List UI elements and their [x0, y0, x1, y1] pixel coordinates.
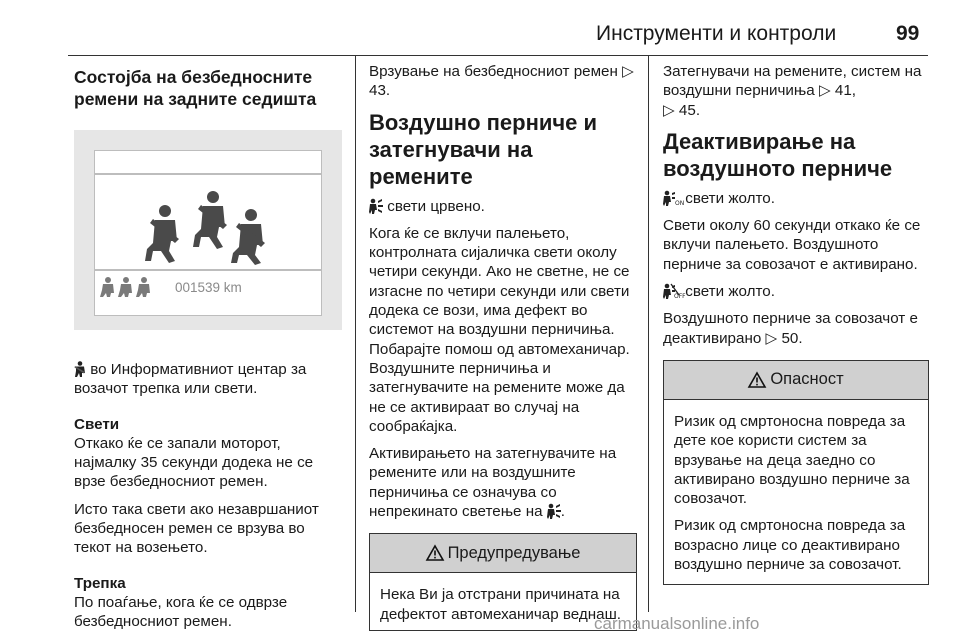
section-heading-rear-seatbelts: Состојба на безбедносните ремени на задните седишта — [74, 67, 317, 109]
column-2 — [369, 62, 637, 631]
small-seatbelt-icons — [99, 275, 159, 299]
passenger-airbag-off-icon — [663, 283, 686, 301]
section-heading-airbag-deactivation: Деактивирање на воздушното перниче — [663, 128, 893, 181]
paragraph: Воздушното перниче за совозачот е деактивирано ▷ 50. — [663, 310, 918, 347]
page-header — [0, 0, 960, 56]
odometer-reading: 001539 km — [175, 280, 242, 295]
column-3 — [663, 62, 929, 585]
seatbelt-display-illustration — [74, 130, 342, 330]
page-header-title: Инструменти и контроли — [596, 22, 837, 45]
paragraph: Свети околу 60 секунди откако ќе се вклучи палењето. Воздушното перниче за совозачот е активирано. — [663, 217, 921, 273]
reference-paragraph: Затегнувачи на ремените, систем на воздушни перничиња ▷ 41, ▷ 45. — [663, 63, 922, 119]
airbag-off-indicator-paragraph: OFF свети жолто. — [663, 282, 929, 301]
page-reference-icon: ▷ — [818, 82, 831, 100]
section-heading-airbag: Воздушно перниче и затегнувачи на ремените — [369, 109, 598, 189]
column-divider-1 — [355, 56, 356, 612]
svg-text:OFF: OFF — [674, 293, 686, 301]
passenger-airbag-on-icon — [663, 190, 685, 207]
airbag-indicator-paragraph: свети црвено. — [369, 197, 637, 216]
watermark: carmanualsonline.info — [594, 614, 760, 633]
reference-paragraph: Врзување на безбедносниот ремен ▷ 43. — [369, 63, 634, 100]
danger-box-body: Ризик од смртоносна повреда за дете кое користи систем за врзување на деца заедно со активирано воздушно перниче за совозачот. Ризик од смртоносна повреда за возрасно лице со деактивирано воздушно перниче за совозачот. — [674, 412, 910, 574]
warning-triangle-icon — [748, 372, 766, 388]
seatbelt-person-icon — [74, 361, 86, 377]
warning-box-body: Нека Ви ја отстрани причината на дефектот автомеханичар веднаш. — [380, 586, 621, 623]
paragraph: Кога ќе се вклучи палењето, контролната сијаличка свети околу четири секунди. Ако не светне, не се изгасне по четири секунди или свети додека се вози, има дефект во системот на воздушни перничиња. Побарајте помош од автомеханичар. Воздушните перничиња и затегнувачите на ремените може да не се активираат во случај на сообраќајка. — [369, 224, 630, 435]
warning-box-header: Предупредување — [370, 534, 636, 573]
page-number: 99 — [896, 22, 920, 45]
column-1 — [74, 62, 344, 640]
page-reference-icon: ▷ — [663, 101, 675, 119]
airbag-warning-icon — [369, 198, 383, 214]
subheading-trepka: Трепка — [74, 574, 126, 592]
page-reference-icon: ▷ — [765, 329, 778, 347]
display-screen — [94, 150, 322, 316]
airbag-on-indicator-paragraph: ON свети жолто. — [663, 189, 929, 208]
warning-triangle-icon — [426, 545, 444, 561]
seatbelt-indicator-paragraph: во Информативниот центар за возачот трепка или свети. — [74, 361, 307, 398]
svg-text:ON: ON — [675, 199, 685, 207]
paragraph: По поаѓање, кога ќе се одврзе безбедносниот ремен. — [74, 593, 288, 631]
header-divider — [68, 55, 928, 56]
danger-box-header: Опасност — [664, 361, 928, 400]
page-reference-icon: ▷ — [622, 63, 634, 80]
column-divider-2 — [648, 56, 649, 612]
danger-box — [663, 360, 929, 585]
paragraph: Откако ќе се запали моторот, најмалку 35 секунди додека не се врзе безбедносниот ремен. — [74, 434, 314, 491]
seatbelt-passengers-icon — [95, 151, 321, 266]
paragraph: Активирањето на затегнувачите на ремените или на воздушните перничиња се означува со непрекинато светење на . — [369, 445, 617, 521]
subheading-sveti: Свети — [74, 415, 120, 433]
airbag-warning-icon — [547, 503, 561, 519]
paragraph: Исто така свети ако незавршаниот безбедносен ремен се врзува во текот на возењето. — [74, 500, 319, 557]
